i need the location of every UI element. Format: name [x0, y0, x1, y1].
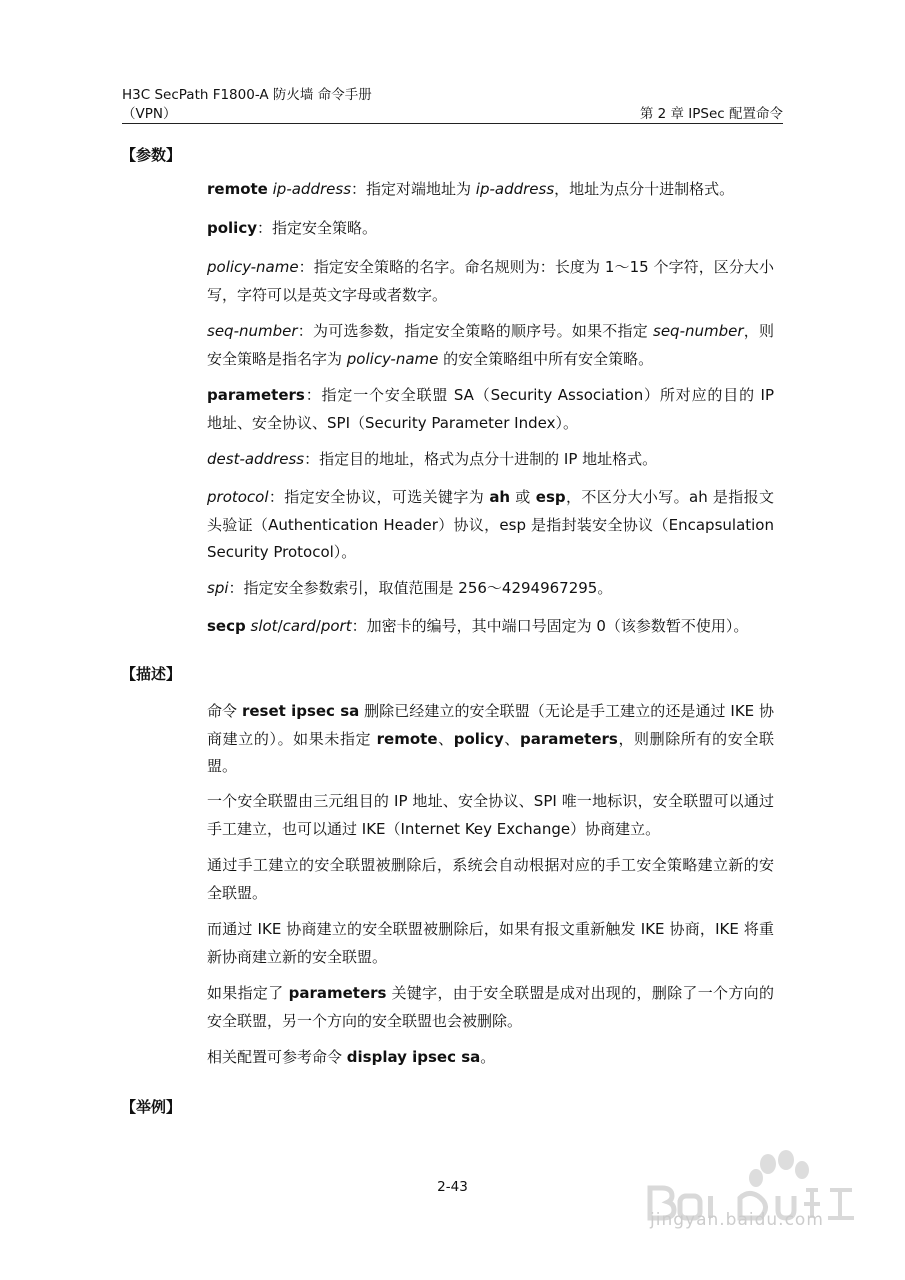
- paw-toe-icon: [749, 1169, 763, 1187]
- chapter-title: 第 2 章 IPSec 配置命令: [639, 106, 783, 122]
- description-heading: 【描述】: [121, 665, 182, 683]
- param-secp: secp slot/card/port：加密卡的编号，其中端口号固定为 0（该参数暂不使用）。: [207, 617, 749, 635]
- page-number: 2-43: [437, 1179, 468, 1195]
- param-seq-number: seq-number：为可选参数，指定安全策略的顺序号。如果不指定 seq-number，则安全策略是指名字为 policy-name 的安全策略组中所有安全策略。: [207, 322, 774, 368]
- param-policy: policy：指定安全策略。: [207, 219, 378, 237]
- description-paragraph-6: 相关配置可参考命令 display ipsec sa。: [207, 1048, 496, 1066]
- params-heading: 【参数】: [121, 146, 182, 164]
- paw-toe-icon: [778, 1150, 794, 1170]
- paw-toe-icon: [795, 1161, 809, 1179]
- example-heading: 【举例】: [121, 1098, 182, 1116]
- header-divider: [122, 123, 783, 124]
- param-policy-name: policy-name：指定安全策略的名字。命名规则为：长度为 1～15 个字符，区分大小写，字符可以是英文字母或者数字。: [207, 258, 774, 304]
- logo-glyph-yan: [828, 1190, 854, 1218]
- description-paragraph-3: 通过手工建立的安全联盟被删除后，系统会自动根据对应的手工安全策略建立新的安全联盟。: [207, 856, 774, 902]
- description-paragraph-2: 一个安全联盟由三元组目的 IP 地址、安全协议、SPI 唯一地标识，安全联盟可以通过手工建立，也可以通过 IKE（Internet Key Exchange）协商建立。: [207, 792, 774, 838]
- header-subtitle: （VPN）: [122, 106, 177, 122]
- param-dest-address: dest-address：指定目的地址，格式为点分十进制的 IP 地址格式。: [207, 450, 658, 468]
- param-spi: spi：指定安全参数索引，取值范围是 256～4294967295。: [207, 579, 613, 597]
- description-paragraph-4: 而通过 IKE 协商建立的安全联盟被删除后，如果有报文重新触发 IKE 协商，IKE 将重新协商建立新的安全联盟。: [207, 920, 774, 966]
- baidu-watermark-logo: [640, 1148, 860, 1248]
- description-paragraph-1: 命令 reset ipsec sa 删除已经建立的安全联盟（无论是手工建立的还是通过 IKE 协商建立的）。如果未指定 remote、policy、parameters，则删除所有的安全联盟。: [207, 702, 774, 775]
- header-title: H3C SecPath F1800-A 防火墙 命令手册: [122, 87, 372, 103]
- param-remote: remote ip-address：指定对端地址为 ip-address，地址为点分十进制格式。: [207, 180, 735, 198]
- watermark-url: jingyan.baidu.com: [650, 1210, 824, 1230]
- param-protocol: protocol：指定安全协议，可选关键字为 ah 或 esp，不区分大小写。ah 是指报文头验证（Authentication Header）协议，esp 是指封装安全协议（Encapsulation Security Protocol）。: [207, 488, 774, 561]
- param-parameters: parameters：指定一个安全联盟 SA（Security Association）所对应的目的 IP 地址、安全协议、SPI（Security Parameter Index）。: [207, 386, 774, 432]
- description-paragraph-5: 如果指定了 parameters 关键字，由于安全联盟是成对出现的，删除了一个方向的安全联盟，另一个方向的安全联盟也会被删除。: [207, 984, 774, 1030]
- document-header: [122, 86, 372, 124]
- paw-toe-icon: [760, 1154, 776, 1174]
